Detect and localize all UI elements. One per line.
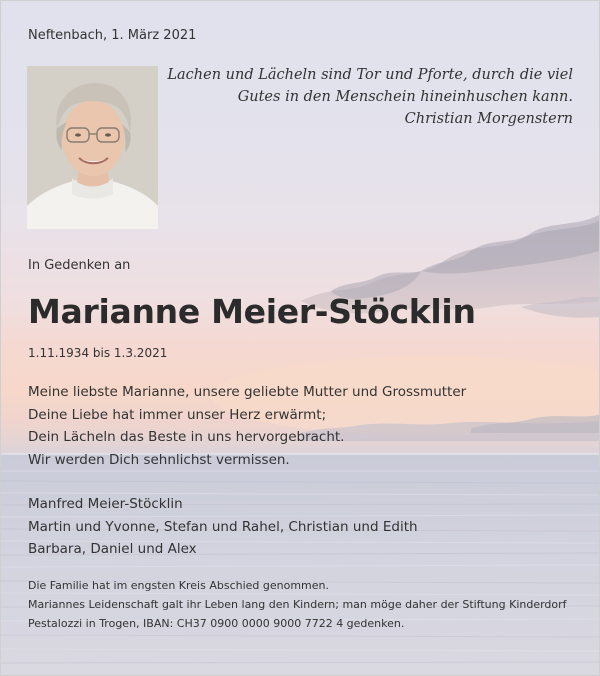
quote-line: Gutes in den Menschein hineinhuschen kann. <box>237 89 573 105</box>
quote-author: Christian Morgenstern <box>404 111 573 127</box>
mourners-list <box>28 493 418 561</box>
deceased-name: Marianne Meier-Stöcklin <box>28 292 476 331</box>
portrait-photo <box>27 66 158 229</box>
poem-block <box>28 381 466 471</box>
note-line: Die Familie hat im engsten Kreis Abschied genommen. <box>28 579 330 592</box>
poem-line: Meine liebste Marianne, unsere geliebte Mutter und Grossmutter <box>28 384 467 400</box>
intro-text: In Gedenken an <box>28 258 131 273</box>
note-line: Pestalozzi in Trogen, IBAN: CH37 0900 0000 9000 7722 4 gedenken. <box>28 617 405 630</box>
note-line: Mariannes Leidenschaft galt ihr Leben lang den Kindern; man möge daher der Stiftung Kinderdorf <box>28 598 567 611</box>
quote-block <box>167 64 573 130</box>
portrait-image <box>27 66 158 229</box>
life-dates: 1.11.1934 bis 1.3.2021 <box>28 346 168 360</box>
place-date: Neftenbach, 1. März 2021 <box>28 28 197 43</box>
mourner-line: Barbara, Daniel und Alex <box>28 541 197 557</box>
quote-line: Lachen und Lächeln sind Tor und Pforte, durch die viel <box>167 67 573 83</box>
poem-line: Wir werden Dich sehnlichst vermissen. <box>28 451 290 468</box>
poem-line: Deine Liebe hat immer unser Herz erwärmt; <box>28 406 327 423</box>
closing-note <box>28 576 567 633</box>
mourner-line: Martin und Yvonne, Stefan und Rahel, Christian und Edith <box>28 518 418 535</box>
mourner-line: Manfred Meier-Stöcklin <box>28 496 183 512</box>
poem-line: Dein Lächeln das Beste in uns hervorgebracht. <box>28 429 345 445</box>
